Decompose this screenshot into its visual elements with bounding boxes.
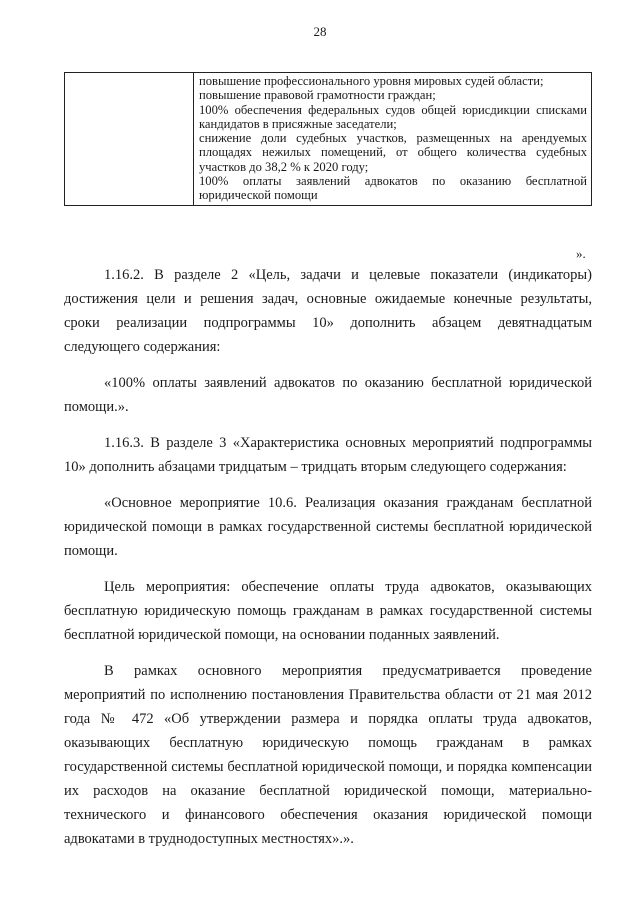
indicator-item-4: снижение доли судебных участков, размещенных на арендуемых площадях нежилых помещений, от общего количества судебных участков до 38,2 % к 2020 году; <box>199 131 587 174</box>
indicator-item-3: 100% обеспечения федеральных судов общей юрисдикции списками кандидатов в присяжные заседатели; <box>199 102 587 131</box>
document-body <box>64 263 592 863</box>
table-cell-empty <box>65 73 194 206</box>
paragraph-activity-goal: Цель мероприятия: обеспечение оплаты труда адвокатов, оказывающих бесплатную юридическую помощь гражданам в рамках государственной системы бесплатной юридической помощи, на основании поданных заявлений. <box>64 579 592 643</box>
indicator-item-5: 100% оплаты заявлений адвокатов по оказанию бесплатной юридической помощи <box>199 174 587 203</box>
paragraph-activity-scope: В рамках основного мероприятия предусматривается проведение мероприятий по исполнению постановления Правительства области от 21 мая 2012 года № 472 «Об утверждении размера и порядка оплаты труда адвокатов, оказывающих бесплатную юридическую помощь гражданам в рамках государственной системы бесплатной юридической помощи, и порядка компенсации их расходов на оказание бесплатной юридической помощи, материально-технического и финансового обеспечения оказания юридической помощи адвокатами в труднодоступных местностях».». <box>64 663 592 847</box>
indicator-item-1: повышение профессионального уровня мировых судей области; <box>199 74 544 88</box>
table-closing-quote: ». <box>576 246 586 261</box>
table-cell-indicators <box>194 73 592 206</box>
indicator-item-2: повышение правовой грамотности граждан; <box>199 88 436 103</box>
page-number: 28 <box>313 24 327 39</box>
paragraph-1-16-3: 1.16.3. В разделе 3 «Характеристика основных мероприятий подпрограммы 10» дополнить абзацами тридцатым – тридцать вторым следующего содержания: <box>64 435 592 475</box>
table-row <box>65 73 592 206</box>
paragraph-main-activity: «Основное мероприятие 10.6. Реализация оказания гражданам бесплатной юридической помощи в рамках государственной системы бесплатной юридической помощи. <box>64 495 592 559</box>
paragraph-quote-100: «100% оплаты заявлений адвокатов по оказанию бесплатной юридической помощи.». <box>64 375 592 415</box>
indicators-table <box>64 72 592 206</box>
paragraph-1-16-2: 1.16.2. В разделе 2 «Цель, задачи и целевые показатели (индикаторы) достижения цели и решения задач, основные ожидаемые конечные результаты, сроки реализации подпрограммы 10» дополнить абзацем девятнадцатым следующего содержания: <box>64 267 592 355</box>
